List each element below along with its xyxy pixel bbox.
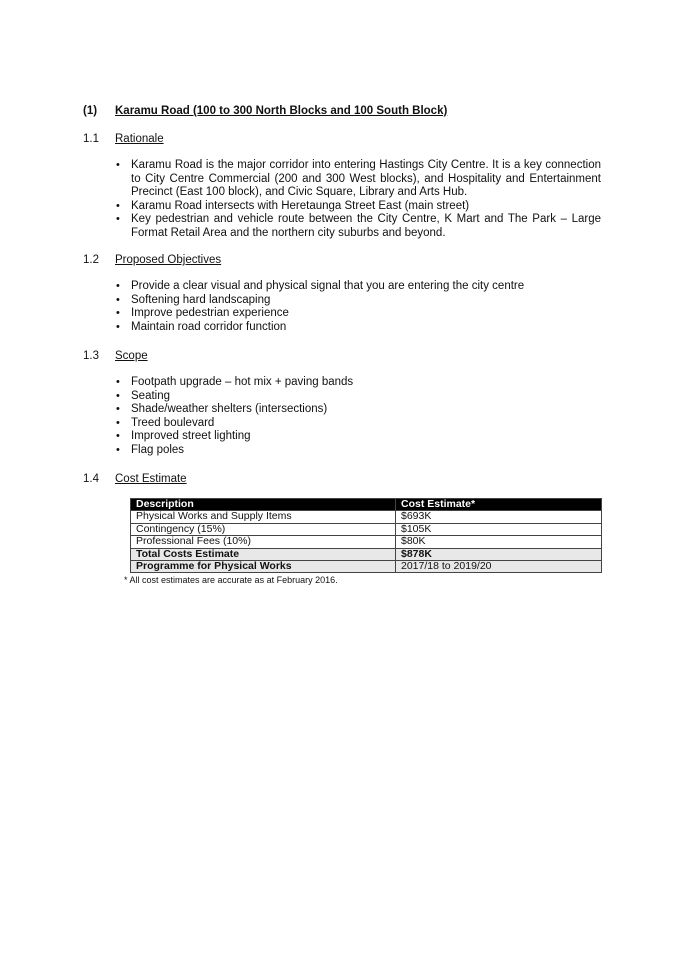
- bullet-icon: •: [116, 403, 120, 416]
- table-header-row: [131, 499, 602, 511]
- bullet-icon: •: [116, 307, 120, 320]
- section-header: [83, 349, 603, 363]
- list-item: • Maintain road corridor function: [116, 320, 287, 333]
- section-number: 1.3: [83, 350, 99, 362]
- heading-number: (1): [83, 105, 98, 117]
- list-item: • Karamu Road is the major corridor into entering Hastings City Centre. It is a key connection to City Centre Commercial (200 and 300 West blocks), and Hospitality and Entertainment Precinct (East 100 block), and Civic Square, Library and Arts Hub.: [116, 159, 601, 199]
- bullet-icon: •: [116, 293, 120, 306]
- table-cell: $878K: [396, 548, 602, 560]
- table-cell: $693K: [396, 511, 602, 523]
- bullet-icon: •: [116, 213, 120, 226]
- list-item: • Improve pedestrian experience: [116, 307, 289, 320]
- section-number: 1.1: [83, 133, 99, 145]
- heading-title: Karamu Road (100 to 300 North Blocks and 100 South Block): [115, 105, 448, 117]
- table-cell: Professional Fees (10%): [131, 536, 396, 548]
- section-scope: [83, 349, 603, 458]
- table-row-programme: [131, 561, 602, 573]
- bullet-icon: •: [116, 389, 120, 402]
- table-footnote: * All cost estimates are accurate as at February 2016.: [124, 575, 338, 585]
- bullet-icon: •: [116, 430, 120, 443]
- scope-list: [115, 376, 601, 458]
- list-item: • Flag poles: [116, 443, 185, 456]
- section-header: [83, 472, 603, 486]
- table-row: [131, 511, 602, 523]
- objectives-list: [115, 280, 601, 334]
- table-cell: Physical Works and Supply Items: [131, 511, 396, 523]
- table-cell: $105K: [396, 523, 602, 535]
- section-rationale: [83, 132, 603, 241]
- table-cell: Total Costs Estimate: [131, 548, 396, 560]
- section-header: [83, 132, 603, 146]
- list-item: • Improved street lighting: [116, 430, 251, 443]
- list-item: • Seating: [116, 389, 171, 402]
- table-cell: Contingency (15%): [131, 523, 396, 535]
- bullet-icon: •: [116, 443, 120, 456]
- list-item: • Key pedestrian and vehicle route between the City Centre, K Mart and The Park – Large Format Retail Area and the northern city suburbs and beyond.: [116, 213, 601, 239]
- list-item: • Softening hard landscaping: [116, 293, 271, 306]
- bullet-icon: •: [116, 159, 120, 171]
- section-number: 1.4: [83, 473, 99, 485]
- bullet-icon: •: [116, 416, 120, 429]
- table-row: [131, 523, 602, 535]
- cost-estimate-table: [130, 498, 602, 573]
- column-header-description: Description: [131, 499, 396, 511]
- section-title: Proposed Objectives: [115, 254, 222, 266]
- table-row-total: [131, 548, 602, 560]
- section-number: 1.2: [83, 254, 99, 266]
- section-title: Scope: [115, 350, 148, 362]
- table-cell: Programme for Physical Works: [131, 561, 396, 573]
- table-cell: 2017/18 to 2019/20: [396, 561, 602, 573]
- table-cell: $80K: [396, 536, 602, 548]
- list-item: • Footpath upgrade – hot mix + paving bands: [116, 376, 354, 388]
- section-cost-estimate: [83, 472, 603, 486]
- bullet-icon: •: [116, 280, 120, 292]
- list-item: • Shade/weather shelters (intersections): [116, 403, 328, 416]
- bullet-icon: •: [116, 376, 120, 388]
- bullet-icon: •: [116, 199, 120, 212]
- table-row: [131, 536, 602, 548]
- section-objectives: [83, 253, 603, 334]
- list-item: • Provide a clear visual and physical signal that you are entering the city centre: [116, 280, 525, 292]
- section-title: Cost Estimate: [115, 473, 187, 485]
- list-item: • Karamu Road intersects with Heretaunga Street East (main street): [116, 199, 470, 212]
- column-header-cost-estimate: Cost Estimate*: [396, 499, 602, 511]
- section-title: Rationale: [115, 133, 164, 145]
- bullet-icon: •: [116, 320, 120, 333]
- list-item: • Treed boulevard: [116, 416, 215, 429]
- rationale-list: [115, 159, 601, 241]
- section-header: [83, 253, 603, 267]
